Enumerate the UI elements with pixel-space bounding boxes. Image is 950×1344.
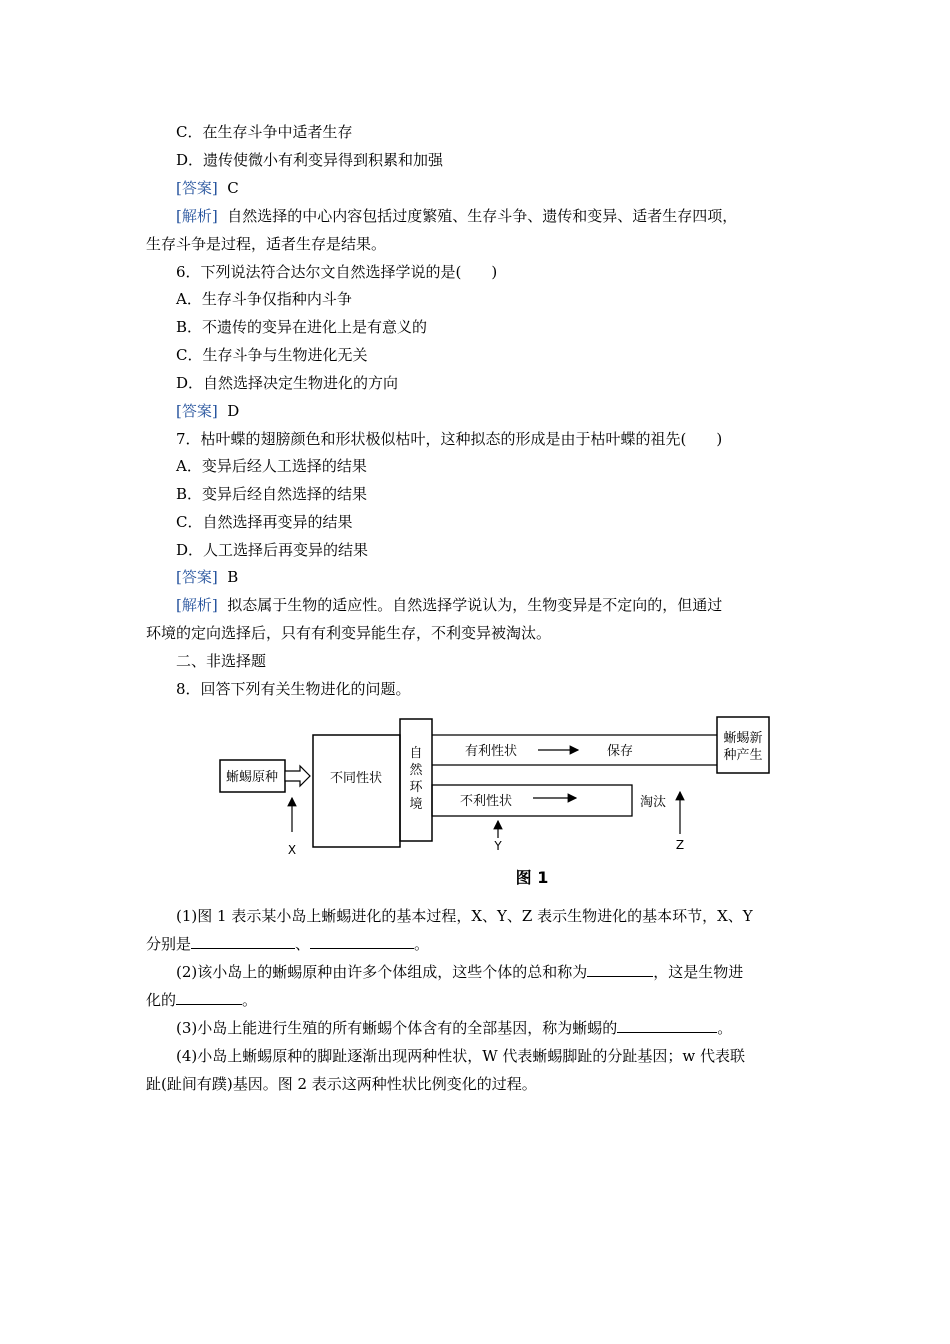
answer-tag: [答案] bbox=[176, 179, 218, 197]
label-z: Z bbox=[675, 838, 685, 852]
analysis-tag: [解析] bbox=[176, 207, 218, 225]
label-y: Y bbox=[494, 839, 502, 853]
q5-analysis-line1 bbox=[176, 206, 737, 226]
q8-sub1-line1: (1)图 1 表示某小岛上蜥蜴进化的基本过程，X、Y、Z 表示生物进化的基本环节，X、Y bbox=[176, 907, 753, 925]
sub1-text: 分别是 bbox=[146, 935, 192, 953]
nature-env-char: 然 bbox=[409, 763, 423, 778]
q6-option-d: D．自然选择决定生物进化的方向 bbox=[176, 374, 399, 392]
favorable-label: 有利性状 bbox=[465, 744, 518, 759]
sub3-end: 。 bbox=[717, 1019, 733, 1037]
q6-answer bbox=[176, 401, 239, 421]
preserve-label: 保存 bbox=[607, 744, 634, 759]
new-species-label-2: 种产生 bbox=[723, 748, 763, 763]
unfavorable-label: 不利性状 bbox=[460, 794, 513, 809]
eliminate-label: 淘汰 bbox=[640, 795, 667, 810]
different-traits-label: 不同性状 bbox=[329, 771, 383, 786]
analysis-text: 拟态属于生物的适应性。自然选择学说认为，生物变异是不定向的，但通过 bbox=[227, 596, 723, 614]
sub1-end: 。 bbox=[414, 935, 430, 953]
q7-answer bbox=[176, 567, 238, 587]
answer-value: B bbox=[227, 568, 239, 586]
q7-stem: 7．枯叶蝶的翅膀颜色和形状极似枯叶，这种拟态的形成是由于枯叶蝶的祖先( ) bbox=[176, 430, 723, 448]
q6-option-b: B．不遗传的变异在进化上是有意义的 bbox=[176, 318, 428, 336]
answer-blank-genepool[interactable] bbox=[617, 1018, 717, 1033]
nature-env-char: 自 bbox=[409, 746, 423, 761]
answer-blank-y[interactable] bbox=[310, 934, 414, 949]
q8-sub4-line1: (4)小岛上蜥蜴原种的脚趾逐渐出现两种性状，W 代表蜥蜴脚趾的分趾基因；w 代表联 bbox=[176, 1047, 746, 1065]
q5-analysis-line2: 生存斗争是过程，适者生存是结果。 bbox=[146, 235, 387, 253]
nature-env-char: 环 bbox=[409, 780, 423, 795]
q7-option-d: D．人工选择后再变异的结果 bbox=[176, 541, 369, 559]
nature-env-char: 境 bbox=[409, 797, 423, 812]
q8-sub3 bbox=[176, 1018, 732, 1038]
hollow-arrow bbox=[285, 766, 310, 786]
new-species-label-1: 蜥蜴新 bbox=[723, 731, 763, 746]
q5-option-d: D．遗传使微小有利变异得到积累和加强 bbox=[176, 151, 444, 169]
original-species-label: 蜥蜴原种 bbox=[225, 770, 279, 785]
answer-blank-unit[interactable] bbox=[176, 990, 242, 1005]
answer-blank-population[interactable] bbox=[587, 962, 653, 977]
q5-option-c: C．在生存斗争中适者生存 bbox=[176, 123, 353, 141]
answer-blank-x[interactable] bbox=[191, 934, 295, 949]
analysis-tag: [解析] bbox=[176, 596, 218, 614]
sub3-text: (3)小岛上能进行生殖的所有蜥蜴个体含有的全部基因，称为蜥蜴的 bbox=[176, 1019, 618, 1037]
q7-analysis-line1 bbox=[176, 595, 722, 615]
different-traits-box bbox=[313, 735, 400, 847]
q8-sub4-line2: 趾(趾间有蹼)基因。图 2 表示这两种性状比例变化的过程。 bbox=[146, 1075, 537, 1093]
q8-sub2-line2 bbox=[146, 990, 257, 1010]
q6-option-a: A．生存斗争仅指种内斗争 bbox=[176, 290, 352, 308]
q7-option-b: B．变异后经自然选择的结果 bbox=[176, 485, 368, 503]
analysis-text: 自然选择的中心内容包括过度繁殖、生存斗争、遗传和变异、适者生存四项， bbox=[227, 207, 738, 225]
answer-tag: [答案] bbox=[176, 402, 218, 420]
sub2-text-c: 化的 bbox=[146, 991, 177, 1009]
q8-sub1-line2 bbox=[146, 934, 429, 954]
evolution-diagram bbox=[210, 710, 790, 890]
q5-answer bbox=[176, 178, 239, 198]
sub1-sep: 、 bbox=[295, 935, 311, 953]
sub2-text-b: ，这是生物进 bbox=[653, 963, 744, 981]
section-heading: 二、非选择题 bbox=[176, 652, 267, 670]
label-x: X bbox=[287, 843, 297, 857]
q6-option-c: C．生存斗争与生物进化无关 bbox=[176, 346, 368, 364]
answer-tag: [答案] bbox=[176, 568, 218, 586]
sub2-text: (2)该小岛上的蜥蜴原种由许多个体组成，这些个体的总和称为 bbox=[176, 963, 588, 981]
q7-option-c: C．自然选择再变异的结果 bbox=[176, 513, 353, 531]
q7-analysis-line2: 环境的定向选择后，只有有利变异能生存，不利变异被淘汰。 bbox=[146, 624, 552, 642]
figure-caption: 图 1 bbox=[515, 868, 549, 887]
q8-stem: 8．回答下列有关生物进化的问题。 bbox=[176, 680, 411, 698]
answer-value: C bbox=[227, 179, 239, 197]
q6-stem: 6．下列说法符合达尔文自然选择学说的是( ) bbox=[176, 263, 498, 281]
sub2-end: 。 bbox=[242, 991, 258, 1009]
answer-value: D bbox=[227, 402, 240, 420]
q7-option-a: A．变异后经人工选择的结果 bbox=[176, 457, 367, 475]
q8-sub2-line1 bbox=[176, 962, 743, 982]
